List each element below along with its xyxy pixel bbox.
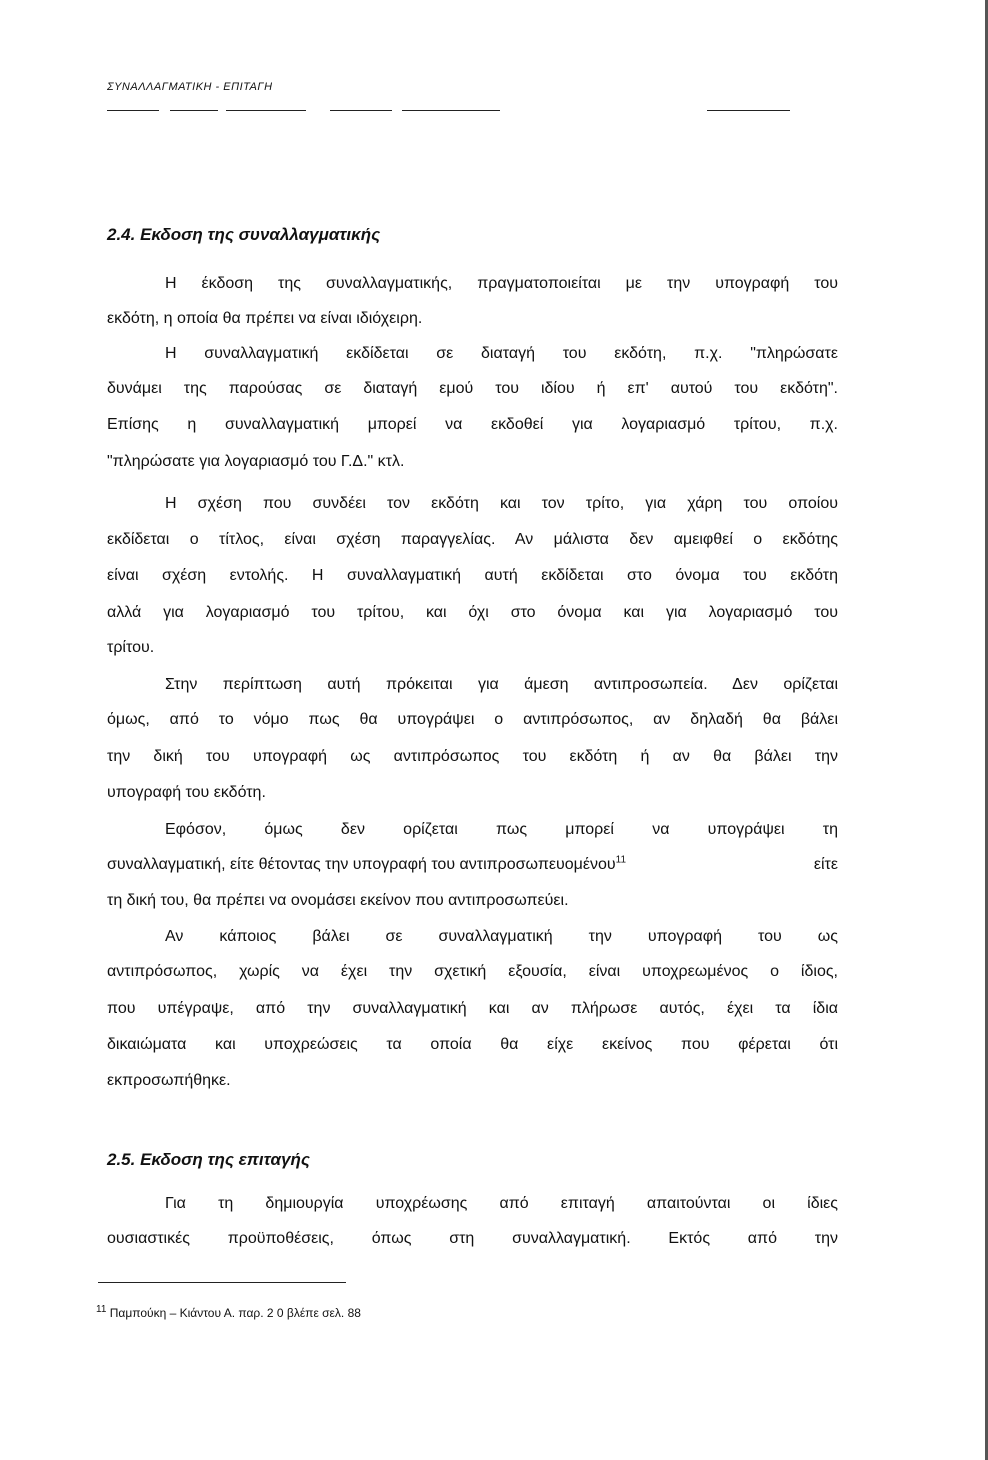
text-line: εκπροσωπήθηκε. [107,1072,231,1089]
text-line: ουσιαστικές προϋποθέσεις, όπως στη συναλλαγματική. Εκτός από την [107,1230,838,1247]
text-line: εκδότη, η οποία θα πρέπει να είναι ιδιόχειρη. [107,310,423,327]
text-segment: είτε [813,856,838,873]
footnote-marker: 11 [615,855,627,866]
text-line: είναι σχέση εντολής. Η συναλλαγματική αυτή εκδίδεται στο όνομα του εκδότη [107,567,838,584]
text-line: την δική του υπογραφή ως αντιπρόσωπος του εκδότη ή αν θα βάλει την [107,748,838,765]
text-line: που υπέγραψε, από την συναλλαγματική και αν πλήρωσε αυτός, έχει τα ίδια [107,1000,838,1017]
text-line: Αν κάποιος βάλει σε συναλλαγματική την υπογραφή του ως [165,928,838,945]
header-rule [707,110,790,111]
text-line: εκδίδεται ο τίτλος, είναι σχέση παραγγελίας. Αν μάλιστα δεν αμειφθεί ο εκδότης [107,531,838,548]
section-heading-2-5: 2.5. Εκδοση της επιταγής [107,1150,310,1169]
text-line: αντιπρόσωπος, χωρίς να έχει την σχετική εξουσία, είναι υποχρεωμένος ο ίδιος, [107,963,838,980]
text-line: τη δική του, θα πρέπει να ονομάσει εκείνον που αντιπροσωπεύει. [107,892,569,909]
text-line: όμως, από το νόμο πως θα υπογράψει ο αντιπρόσωπος, αν δηλαδή θα βάλει [107,711,838,728]
footnote-number: 11 [96,1304,107,1315]
header-rule [226,110,306,111]
text-line-with-footnote [107,855,838,875]
text-segment: συναλλαγματική, είτε θέτοντας την υπογραφή του αντιπροσωπευομένου [107,856,616,873]
text-line: δυνάμει της παρούσας σε διαταγή εμού του ιδίου ή επ' αυτού του εκδότη". [107,380,838,397]
text-line: αλλά για λογαριασμό του τρίτου, και όχι στο όνομα και για λογαριασμό του [107,604,838,621]
text-line: Η συναλλαγματική εκδίδεται σε διαταγή του εκδότη, π.χ. "πληρώσατε [165,345,838,362]
text-line: "πληρώσατε για λογαριασμό του Γ.Δ." κτλ. [107,453,405,470]
section-heading-2-4: 2.4. Εκδοση της συναλλαγματικής [107,225,381,244]
header-rule [402,110,500,111]
text-line: Η έκδοση της συναλλαγματικής, πραγματοποιείται με την υπογραφή του [165,275,838,292]
running-header: ΣΥΝΑΛΛΑΓΜΑΤΙΚΗ - ΕΠΙΤΑΓΗ [107,81,273,93]
text-line: υπογραφή του εκδότη. [107,784,266,801]
text-line: Η σχέση που συνδέει τον εκδότη και τον τρίτο, για χάρη του οποίου [165,495,838,512]
text-line: Για τη δημιουργία υποχρέωσης από επιταγή απαιτούνται οι ίδιες [165,1195,838,1212]
footnote-text: Παμπούκη – Κιάντου Α. παρ. 2 0 βλέπε σελ. 88 [109,1306,361,1320]
header-rule [107,110,159,111]
text-line: Εφόσον, όμως δεν ορίζεται πως μπορεί να υπογράψει τη [165,821,838,838]
header-rule [330,110,392,111]
text-line: δικαιώματα και υποχρεώσεις τα οποία θα είχε εκείνος που φέρεται ότι [107,1036,838,1053]
text-line: Επίσης η συναλλαγματική μπορεί να εκδοθεί για λογαριασμό τρίτου, π.χ. [107,416,838,433]
text-line: τρίτου. [107,639,155,656]
text-line: Στην περίπτωση αυτή πρόκειται για άμεση αντιπροσωπεία. Δεν ορίζεται [165,676,838,693]
header-rule [170,110,218,111]
footnote [96,1306,361,1320]
footnote-rule [98,1282,346,1283]
